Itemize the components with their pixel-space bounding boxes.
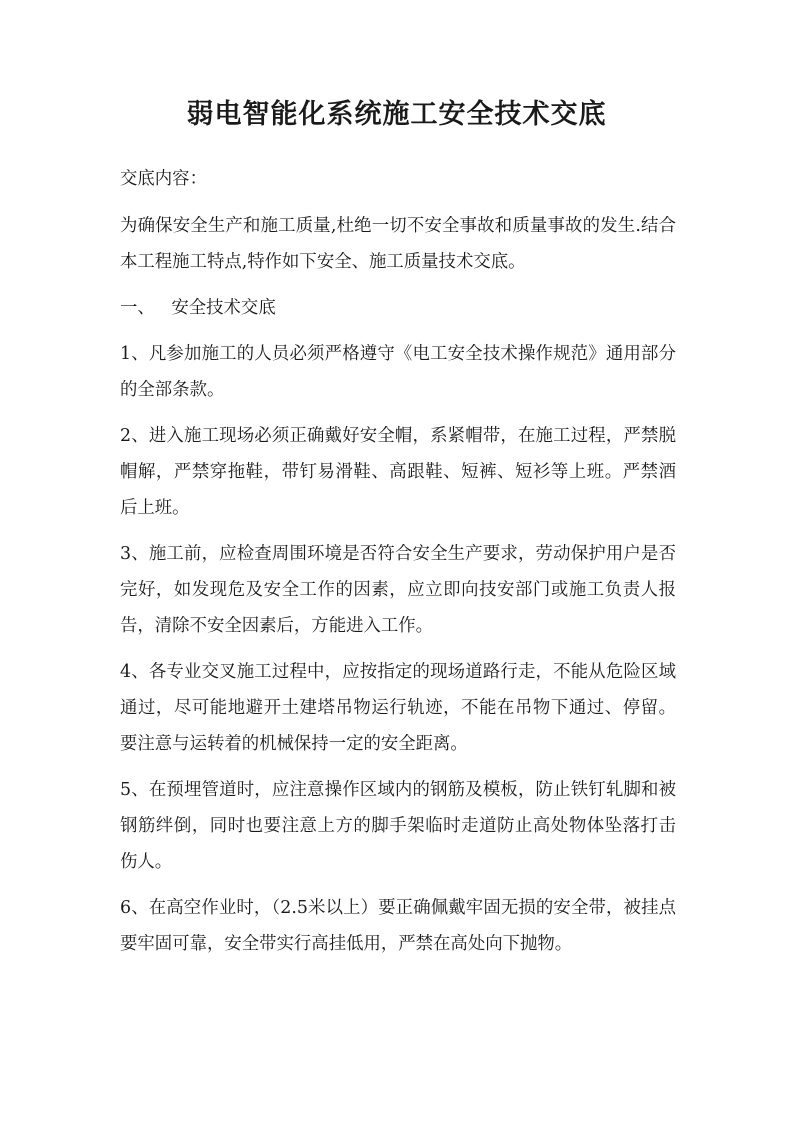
intro-label: 交底内容： [120, 169, 207, 189]
list-item: 5、在预埋管道时，应注意操作区域内的钢筋及模板，防止铁钉轧脚和被钢筋绊倒，同时也要注意上方的脚手架临时走道防止高处物体坠落打击伤人。 [120, 780, 676, 872]
list-item: 2、进入施工现场必须正确戴好安全帽，系紧帽带，在施工过程，严禁脱帽解，严禁穿拖鞋，带钉易滑鞋、高跟鞋、短裤、短衫等上班。严禁酒后上班。 [120, 426, 676, 518]
list-item: 1、凡参加施工的人员必须严格遵守《电工安全技术操作规范》通用部分的全部条款。 [120, 344, 676, 400]
list-item: 4、各专业交叉施工过程中，应按指定的现场道路行走，不能从危险区域通过，尽可能地避开土建塔吊物运行轨迹，不能在吊物下通过、停留。要注意与运转着的机械保持一定的安全距离。 [120, 662, 676, 754]
list-item: 3、施工前，应检查周围环境是否符合安全生产要求，劳动保护用户是否完好，如发现危及安全工作的因素，应立即向技安部门或施工负责人报告，清除不安全因素后，方能进入工作。 [120, 544, 676, 636]
section-heading: 一、 安全技术交底 [120, 298, 276, 318]
list-item: 6、在高空作业时，（2.5米以上）要正确佩戴牢固无损的安全带，被挂点要牢固可靠，安全带实行高挂低用，严禁在高处向下抛物。 [120, 898, 676, 954]
document-title: 弱电智能化系统施工安全技术交底 [186, 99, 607, 130]
document-body [120, 161, 676, 972]
intro-paragraph: 为确保安全生产和施工质量,杜绝一切不安全事故和质量事故的发生.结合本工程施工特点,特作如下安全、施工质量技术交底。 [120, 216, 676, 272]
